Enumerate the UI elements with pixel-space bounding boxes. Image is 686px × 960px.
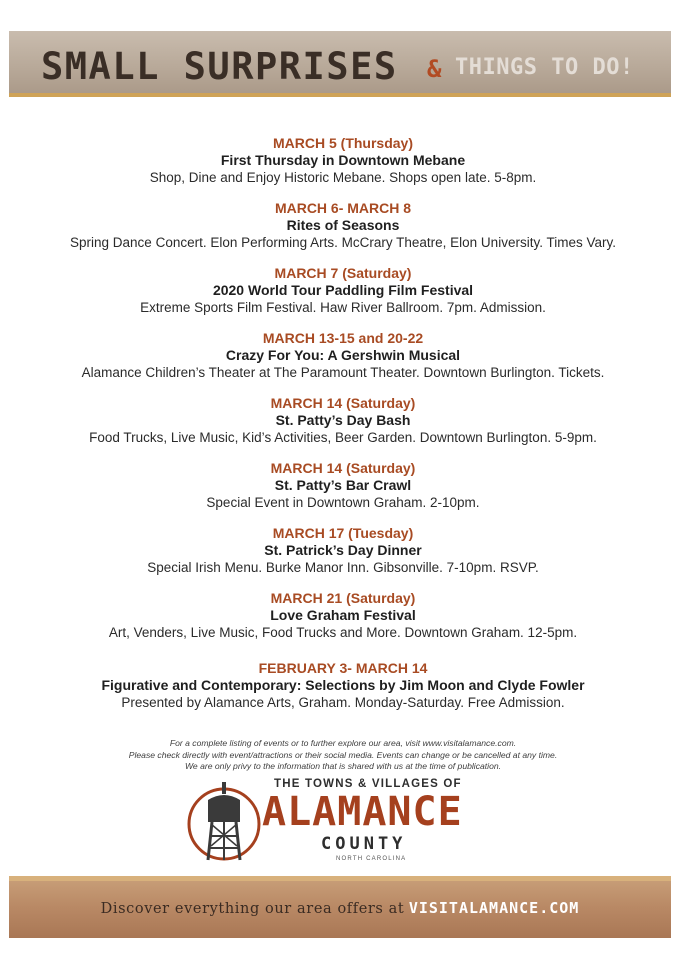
- events-list: [0, 134, 686, 724]
- event-date: MARCH 14 (Saturday): [270, 395, 416, 411]
- header-subtitle: THINGS TO DO!: [455, 55, 634, 80]
- event-date: MARCH 21 (Saturday): [270, 590, 416, 606]
- event-item: [0, 459, 686, 524]
- header-title: SMALL SURPRISES: [41, 45, 398, 88]
- event-description: Art, Venders, Live Music, Food Trucks and More. Downtown Graham. 12-5pm.: [108, 625, 578, 640]
- header-banner: [9, 31, 671, 97]
- event-description: Presented by Alamance Arts, Graham. Monday-Saturday. Free Admission.: [121, 695, 565, 710]
- event-title: Crazy For You: A Gershwin Musical: [225, 347, 461, 363]
- header-ampersand: &: [427, 55, 442, 83]
- event-date: MARCH 5 (Thursday): [272, 135, 413, 151]
- event-title: St. Patrick’s Day Dinner: [264, 542, 422, 558]
- event-item: [0, 264, 686, 329]
- event-description: Spring Dance Concert. Elon Performing Arts. McCrary Theatre, Elon University. Times Vary.: [70, 235, 616, 250]
- event-title: St. Patty’s Bar Crawl: [274, 477, 412, 493]
- event-description: Alamance Children’s Theater at The Paramount Theater. Downtown Burlington. Tickets.: [81, 365, 605, 380]
- event-description: Special Irish Menu. Burke Manor Inn. Gibsonville. 7-10pm. RSVP.: [147, 560, 539, 575]
- event-description: Food Trucks, Live Music, Kid’s Activities, Beer Garden. Downtown Burlington. 5-9pm.: [89, 430, 597, 445]
- disclaimer: [0, 738, 686, 773]
- event-description: Special Event in Downtown Graham. 2-10pm.: [206, 495, 480, 510]
- event-date: MARCH 6- MARCH 8: [274, 200, 412, 216]
- event-item: [0, 589, 686, 659]
- event-item: [0, 524, 686, 589]
- disclaimer-line: We are only privy to the information that is shared with us at the time of publication.: [184, 761, 502, 771]
- footer-banner: [9, 876, 671, 938]
- event-item: [0, 659, 686, 724]
- event-title: Figurative and Contemporary: Selections by Jim Moon and Clyde Fowler: [101, 677, 585, 693]
- event-item: [0, 329, 686, 394]
- event-date: MARCH 17 (Tuesday): [272, 525, 414, 541]
- footer-url-link[interactable]: VISITALAMANCE.COM: [408, 899, 580, 917]
- disclaimer-line: For a complete listing of events or to further explore our area, visit www.visitalamance.com.: [169, 738, 517, 748]
- alamance-county-logo: [186, 776, 496, 868]
- footer-tagline: Discover everything our area offers at: [100, 901, 405, 917]
- event-title: Love Graham Festival: [270, 607, 416, 623]
- event-item: [0, 394, 686, 459]
- logo-tagline: THE TOWNS & VILLAGES OF: [274, 778, 462, 790]
- event-description: Shop, Dine and Enjoy Historic Mebane. Shops open late. 5-8pm.: [149, 170, 537, 185]
- event-title: St. Patty’s Day Bash: [275, 412, 411, 428]
- event-title: 2020 World Tour Paddling Film Festival: [212, 282, 474, 298]
- event-date: MARCH 7 (Saturday): [274, 265, 412, 281]
- event-date: FEBRUARY 3- MARCH 14: [258, 660, 428, 676]
- disclaimer-line: Please check directly with event/attractions or their social media. Events can change or be cancelled at any time.: [128, 749, 558, 760]
- footer-text: [9, 899, 671, 918]
- event-description: Extreme Sports Film Festival. Haw River Ballroom. 7pm. Admission.: [140, 300, 546, 315]
- event-date: MARCH 13-15 and 20-22: [262, 330, 424, 346]
- event-item: [0, 134, 686, 199]
- event-title: Rites of Seasons: [286, 217, 400, 233]
- event-item: [0, 199, 686, 264]
- event-date: MARCH 14 (Saturday): [270, 460, 416, 476]
- logo-county: COUNTY: [321, 834, 407, 854]
- logo-state: NORTH CAROLINA: [336, 856, 407, 862]
- logo-wordmark: ALAMANCE: [262, 789, 463, 835]
- water-tower-icon: [186, 780, 262, 866]
- event-title: First Thursday in Downtown Mebane: [220, 152, 466, 168]
